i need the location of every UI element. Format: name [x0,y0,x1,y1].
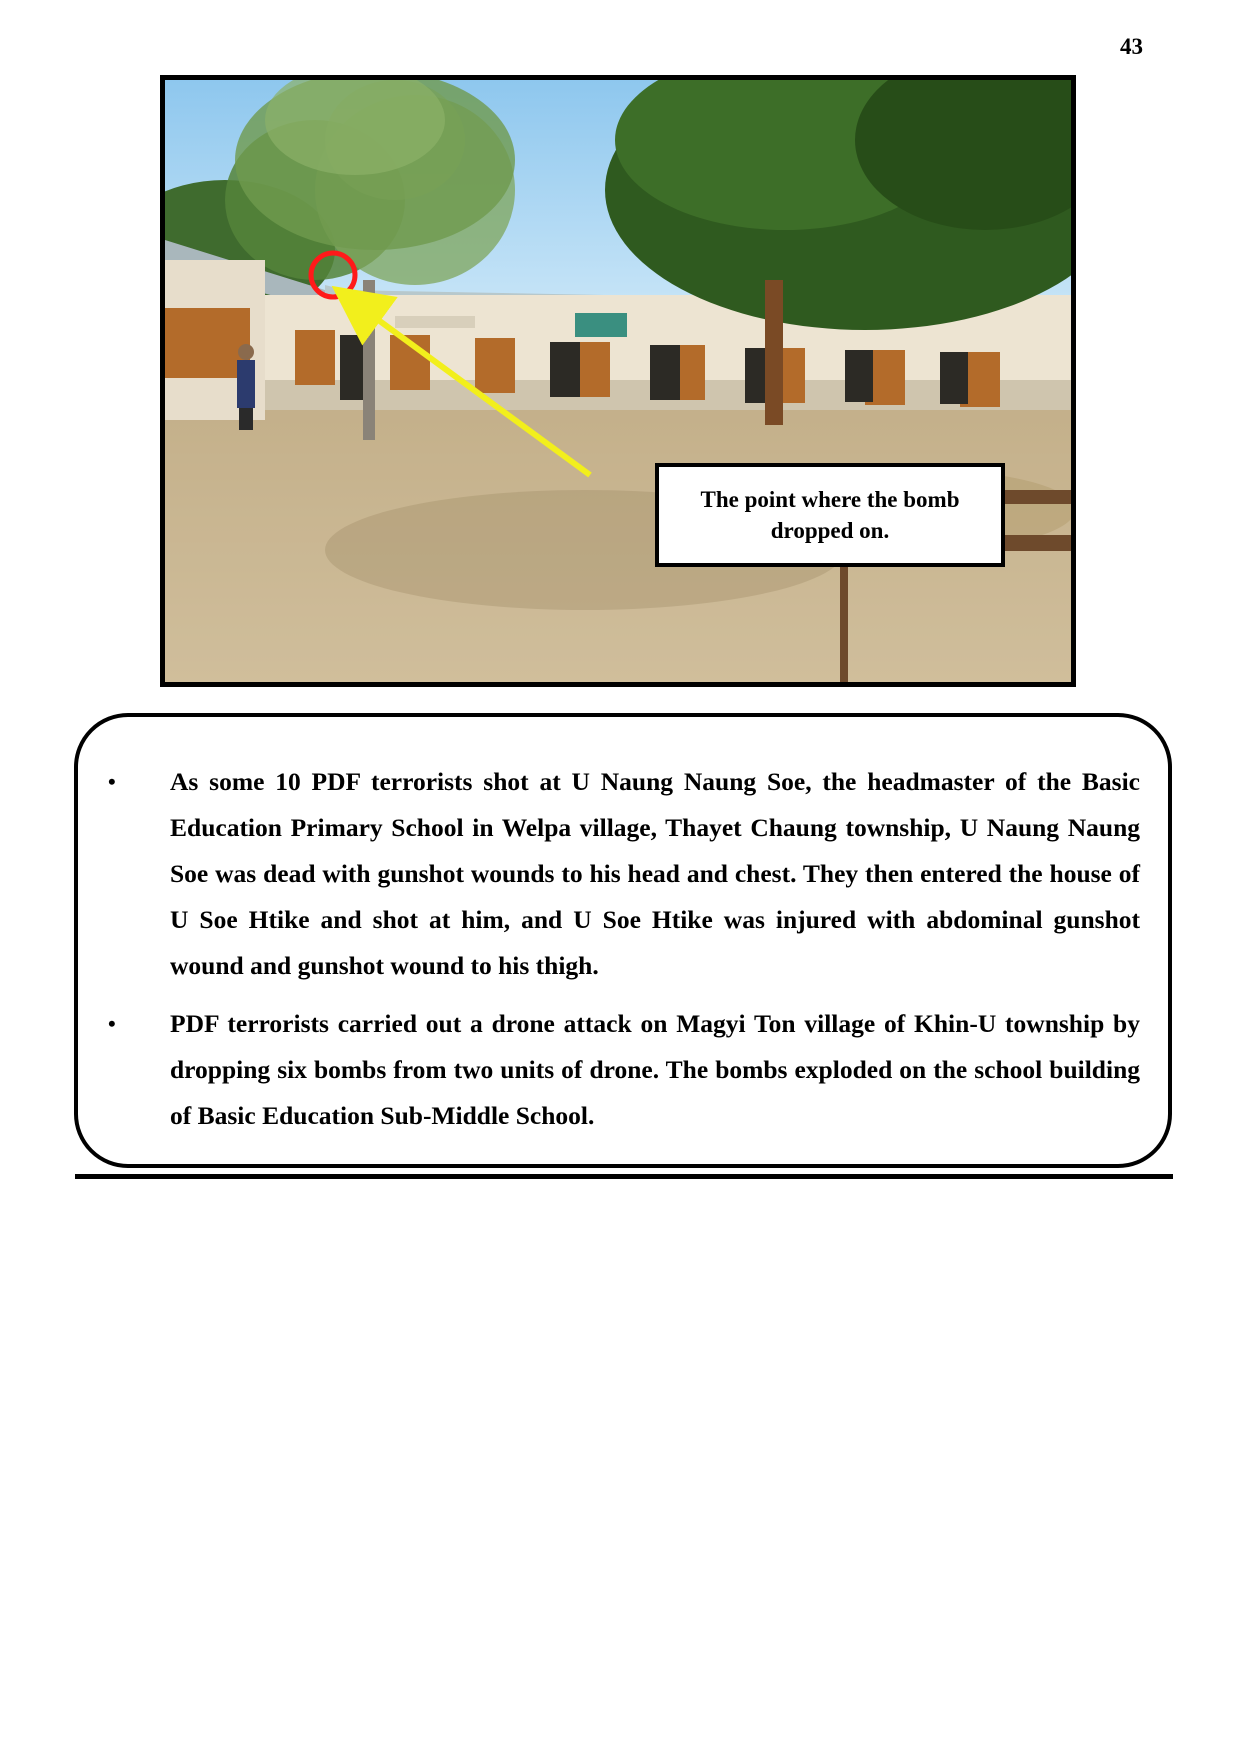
school-photo [160,75,1076,687]
incident-item [106,759,1140,989]
incident-list [106,759,1140,1139]
incident-item [106,1001,1140,1139]
photo-callout-label: The point where the bomb dropped on. [655,463,1005,567]
bullet-icon: • [108,769,116,794]
school-photo-illustration [165,80,1071,682]
bottom-divider [75,1174,1173,1179]
page-number: 43 [1120,34,1143,59]
incident-text: PDF terrorists carried out a drone attack on Magyi Ton village of Khin-U township by dropping six bombs from two units of drone. The bombs exploded on the school building of Basic Education Sub-Middle School. [170,1009,1140,1130]
person [237,344,255,430]
bullet-icon: • [108,1011,116,1036]
incident-summary-box [74,713,1172,1168]
incident-text: As some 10 PDF terrorists shot at U Naung Naung Soe, the headmaster of the Basic Education Primary School in Welpa village, Thayet Chaung township, U Naung Naung Soe was dead with gunshot wounds to his head and chest. They then entered the house of U Soe Htike and shot at him, and U Soe Htike was injured with abdominal gunshot wound and gunshot wound to his thigh. [170,767,1140,980]
